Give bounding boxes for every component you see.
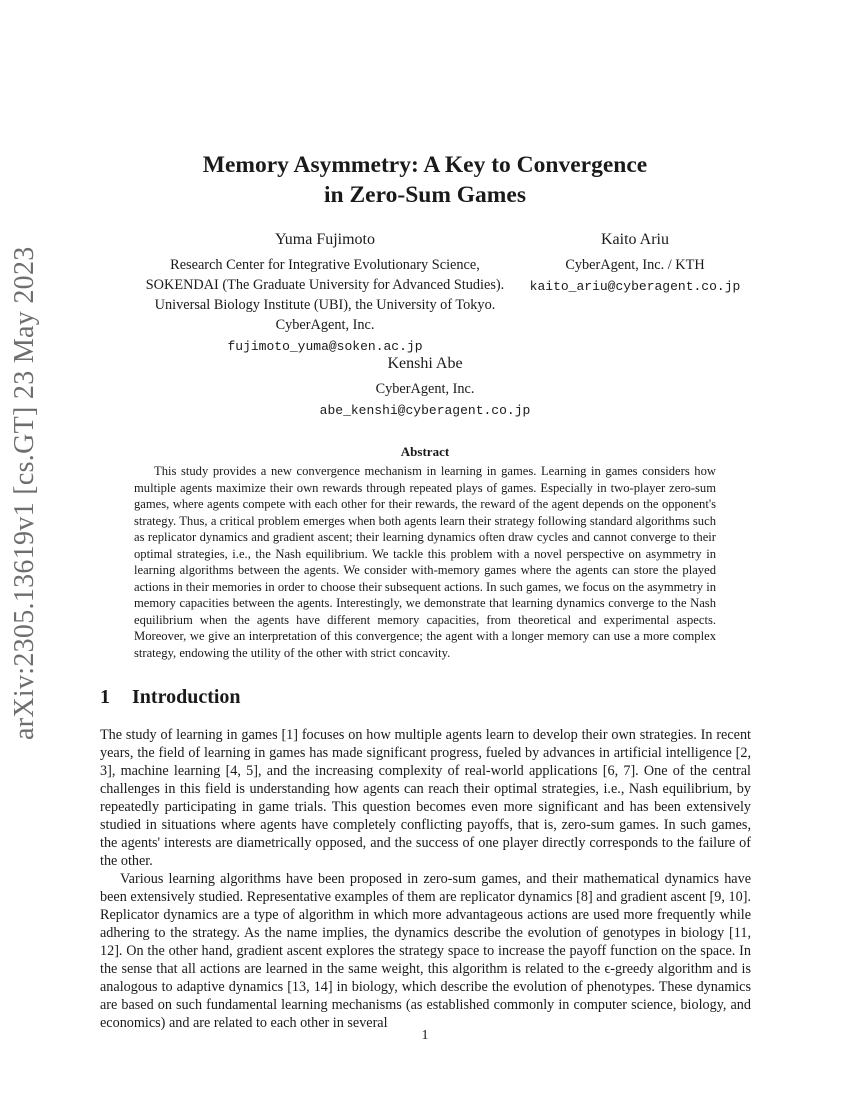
page-number: 1 <box>421 1028 429 1043</box>
arxiv-identifier-stamp: arXiv:2305.13619v1 [cs.GT] 23 May 2023 <box>9 246 40 740</box>
author-email[interactable]: kaito_ariu@cyberagent.co.jp <box>529 279 741 294</box>
section-title: Introduction <box>132 686 241 708</box>
author-name: Kaito Ariu <box>601 231 669 248</box>
author-name: Kenshi Abe <box>387 355 463 372</box>
body-paragraph: The study of learning in games [1] focuses on how multiple agents learn to develop their own strategies. In recent years, the field of learning in games has made significant progress, fueled by advances in artificial intelligence [2, 3], machine learning [4, 5], and the increasing complexity of real-world applications [6, 7]. One of the central challenges in this field is understanding how agents can reach their optimal strategies, i.e., Nash equilibrium, by repeatedly participating in game trials. This question becomes even more significant and has been extensively studied in situations where agents have completely conflicting payoffs, that is, zero-sum games. In such games, the agents' interests are diametrically opposed, and the success of one player directly corresponds to the failure of the other. <box>100 727 751 869</box>
author-affiliation: CyberAgent, Inc. / KTH <box>565 257 705 273</box>
paper-title-line-2: in Zero-Sum Games <box>324 182 526 208</box>
author-block-abe <box>300 353 550 421</box>
author-block-ariu <box>520 229 750 297</box>
section-heading <box>100 686 241 709</box>
author-email[interactable]: abe_kenshi@cyberagent.co.jp <box>319 403 531 418</box>
section-body <box>100 726 751 1032</box>
abstract-heading: Abstract <box>400 444 450 459</box>
paper-title <box>100 150 750 210</box>
author-affiliation: CyberAgent, Inc. <box>375 381 475 397</box>
author-name: Yuma Fujimoto <box>274 231 375 248</box>
author-block-fujimoto <box>100 229 550 357</box>
body-paragraph: Various learning algorithms have been proposed in zero-sum games, and their mathematical dynamics have been extensively studied. Representative examples of them are replicator dynamics [8] and gradient ascent [9, 10]. Replicator dynamics are a type of algorithm in which more advantageous actions are used more frequently while adhering to the strategy. As the name implies, the dynamics describe the evolution of genotypes in biology [11, 12]. On the other hand, gradient ascent explores the strategy space to increase the payoff function on the space. In the sense that all actions are learned in the same weight, this algorithm is related to the ϵ-greedy algorithm and is analogous to adaptive dynamics [13, 14] in biology, which describe the evolution of phenotypes. These dynamics are based on such fundamental learning mechanisms (as established commonly in computer science, biology, and economics) and are related to each other in several <box>100 871 751 1031</box>
author-affiliation: Research Center for Integrative Evolutionary Science, <box>170 257 480 273</box>
paper-title-line-1: Memory Asymmetry: A Key to Convergence <box>202 152 648 178</box>
abstract-text: This study provides a new convergence mechanism in learning in games. Learning in games considers how multiple agents maximize their own rewards through repeated plays of games. Especially in two-player zero-sum games, where agents compete with each other for their rewards, the reward of the agent depends on the opponent's strategy. Thus, a critical problem emerges when both agents learn their strategy following standard algorithms such as replicator dynamics and gradient ascent; their learning dynamics often draw cycles and cannot converge to their optimal strategies, i.e., the Nash equilibrium. We tackle this problem with a novel perspective on asymmetry in learning algorithms between the agents. We consider with-memory games where the agents can store the played actions in their memories in order to choose their subsequent actions. In such games, we focus on the asymmetry in memory capacities between the agents. Interestingly, we demonstrate that learning dynamics converge to the Nash equilibrium when the agents have different memory capacities, from theoretical and experimental aspects. Moreover, we give an interpretation of this convergence; the agent with a longer memory can use a more complex strategy, endowing the utility of the other with strict concavity. <box>134 464 716 660</box>
author-email[interactable]: fujimoto_yuma@soken.ac.jp <box>227 339 423 354</box>
author-affiliation: Universal Biology Institute (UBI), the University of Tokyo. <box>154 297 496 313</box>
section-number: 1 <box>100 686 110 708</box>
author-affiliation: SOKENDAI (The Graduate University for Advanced Studies). <box>145 277 505 293</box>
author-affiliation: CyberAgent, Inc. <box>275 317 375 333</box>
